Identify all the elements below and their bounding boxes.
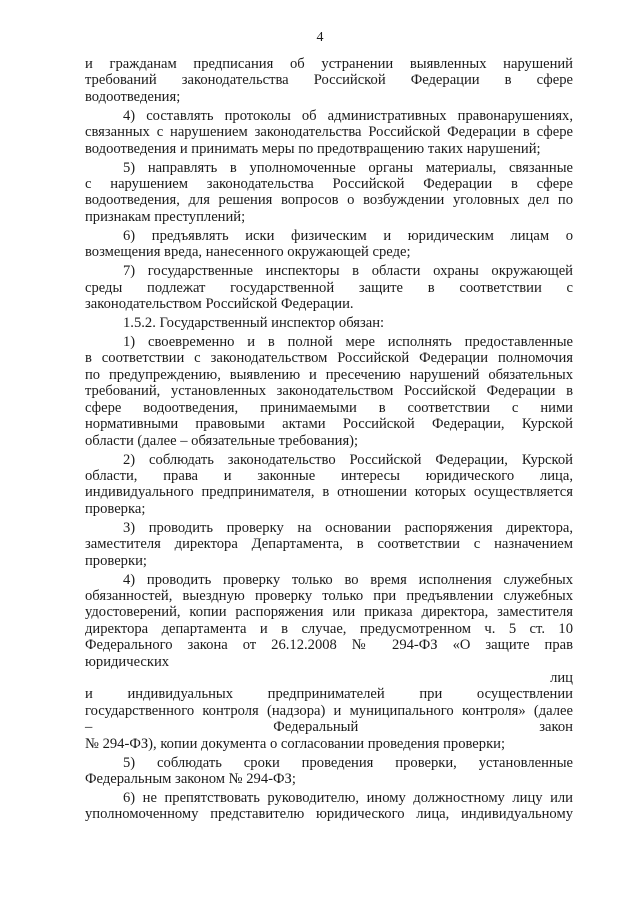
text-line: и гражданам предписания об устранении выявленных нарушений [85, 56, 573, 72]
page-number: 4 [316, 30, 324, 45]
text-line: 1.5.2. Государственный инспектор обязан: [123, 315, 385, 332]
text-line: обязанностей, выездную проверку только при предъявлении служебных [85, 587, 573, 604]
text-line: области, права и законные интересы юридического лица, [85, 467, 573, 484]
text-line: государственного контроля (надзора) и муниципального контроля» (далее [85, 702, 573, 719]
text-line: 5) соблюдать сроки проведения проверки, установленные [123, 754, 573, 771]
text-line: проверка; [85, 500, 146, 517]
text-line: водоотведения; [85, 88, 181, 105]
text-line: признакам преступлений; [85, 208, 246, 225]
text-line: 4) проводить проверку только во время исполнения служебных [123, 571, 573, 588]
text-line: с нарушением законодательства Российской Федерации в сфере [85, 176, 573, 193]
text-line: по предупреждению, выявлению и пресечению нарушений обязательных [85, 366, 573, 383]
text-line: сфере водоотведения, принимаемыми в соответствии с ними [85, 399, 573, 416]
text-line: 1) своевременно и в полной мере исполнять предоставленные [123, 334, 573, 351]
text-line: связанных с нарушением законодательства Российской Федерации в сфере [85, 124, 573, 141]
text-line: и индивидуальных предпринимателей при осуществлении [85, 686, 573, 703]
text-line: – Федеральный закон [85, 719, 573, 736]
text-line: требований, установленных законодательством Российской Федерации в [85, 383, 573, 400]
text-line: в соответствии с законодательством Российской Федерации полномочия [85, 350, 573, 367]
text-line: проверки; [85, 552, 147, 569]
text-line: водоотведения и принимать меры по предотвращению таких нарушений; [85, 140, 541, 157]
text-line: нормативными правовыми актами Российской Федерации, Курской [85, 416, 573, 433]
document-body [85, 56, 573, 823]
text-line: директора департамента и в случае, предусмотренном ч. 5 ст. 10 [85, 620, 573, 637]
text-line: юридических [85, 653, 170, 670]
text-line: уполномоченному представителю юридического лица, индивидуальному [85, 806, 573, 823]
text-line: 5) направлять в уполномоченные органы материалы, связанные [123, 159, 573, 176]
text-line: среды подлежат государственной защите в соответствии с [85, 279, 573, 296]
text-line: Федерального закона от 26.12.2008 № 294-ФЗ «О защите прав [85, 637, 573, 654]
text-line: индивидуального предпринимателя, в отношении которых осуществляется [85, 484, 573, 501]
text-line: удостоверений, копии распоряжения или приказа директора, заместителя [85, 604, 573, 621]
text-line: 6) не препятствовать руководителю, иному должностному лицу или [123, 790, 573, 806]
text-line: лиц [550, 669, 573, 686]
text-line: 3) проводить проверку на основании распоряжения директора, [123, 519, 573, 536]
text-line: 2) соблюдать законодательство Российской Федерации, Курской [123, 451, 573, 468]
text-line: заместителя директора Департамента, в соответствии с назначением [85, 536, 573, 553]
text-line: 6) предъявлять иски физическим и юридическим лицам о [123, 227, 573, 244]
text-line: № 294-ФЗ), копии документа о согласовании проведения проверки; [85, 735, 506, 752]
text-line: водоотведения, для решения вопросов о возбуждении уголовных дел по [85, 192, 573, 209]
text-line: требований законодательства Российской Федерации в сфере [85, 72, 573, 89]
text-line: 4) составлять протоколы об административных правонарушениях, [123, 107, 573, 124]
text-line: Федеральным законом № 294-ФЗ; [85, 771, 296, 787]
text-line: 7) государственные инспекторы в области охраны окружающей [123, 263, 573, 280]
text-line: области (далее – обязательные требования); [85, 432, 359, 449]
text-line: возмещения вреда, нанесенного окружающей среде; [85, 244, 411, 261]
text-line: законодательством Российской Федерации. [85, 296, 354, 313]
